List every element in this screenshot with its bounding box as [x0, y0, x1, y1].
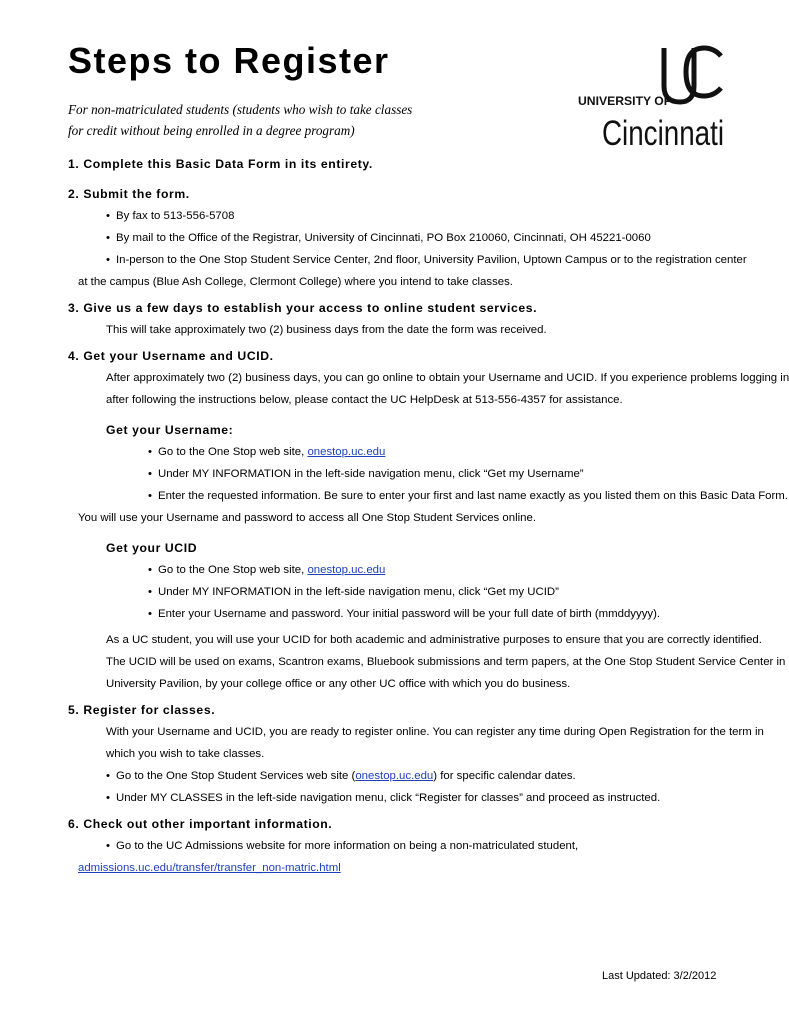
- paragraph-line: The UCID will be used on exams, Scantron exams, Bluebook submissions and term papers, at the One Stop Student Service Center in: [106, 656, 786, 668]
- list-item: • Enter your Username and password. Your initial password will be your full date of birth (mmddyyyy).: [68, 603, 718, 625]
- uc-monogram-icon: [664, 48, 721, 102]
- step-3-heading: 3. Give us a few days to establish your access to online student services.: [68, 301, 538, 315]
- list-item: • By fax to 513-556-5708: [68, 205, 718, 227]
- onestop-link[interactable]: onestop.uc.edu: [355, 770, 434, 782]
- step-2-heading: 2. Submit the form.: [68, 187, 190, 201]
- bullet-icon: •: [148, 446, 152, 458]
- bullet-icon: •: [106, 792, 110, 804]
- bullet-icon: •: [148, 468, 152, 480]
- list-item: • Under MY INFORMATION in the left-side navigation menu, click “Get my Username”: [68, 463, 718, 485]
- paragraph-line: With your Username and UCID, you are ready to register online. You can register any time during Open Registration for the term in: [106, 726, 764, 738]
- bullet-icon: •: [106, 840, 110, 852]
- list-item: • Enter the requested information. Be sure to enter your first and last name exactly as you listed them on this Basic Data Form.: [68, 485, 718, 507]
- list-item: • Under MY INFORMATION in the left-side navigation menu, click “Get my UCID”: [68, 581, 718, 603]
- step-5-heading: 5. Register for classes.: [68, 703, 216, 717]
- list-item: • Go to the One Stop web site, onestop.uc.edu: [68, 441, 718, 463]
- list-item-continued: You will use your Username and password to access all One Stop Student Services online.: [78, 512, 536, 524]
- step-1-heading: 1. Complete this Basic Data Form in its entirety.: [68, 157, 373, 171]
- subtitle-line: for credit without being enrolled in a degree program): [68, 123, 355, 138]
- page-title: Steps to Register: [68, 40, 390, 81]
- bullet-icon: •: [148, 564, 152, 576]
- university-of-cincinnati-logo: [576, 42, 726, 154]
- get-username-heading: Get your Username:: [106, 423, 234, 437]
- paragraph-line: after following the instructions below, please contact the UC HelpDesk at 513-556-4357 for assistance.: [106, 394, 623, 406]
- bullet-icon: •: [148, 586, 152, 598]
- list-item: • Go to the One Stop web site, onestop.uc.edu: [68, 559, 718, 581]
- paragraph-line: After approximately two (2) business days, you can go online to obtain your Username and UCID. If you experience problems logging in: [106, 372, 789, 384]
- list-item: • By mail to the Office of the Registrar, University of Cincinnati, PO Box 210060, Cincinnati, OH 45221-0060: [68, 227, 718, 249]
- instructions-body: [68, 153, 789, 879]
- last-updated: Last Updated: 3/2/2012: [602, 970, 717, 982]
- paragraph-line: which you wish to take classes.: [106, 748, 265, 760]
- step-6-heading: 6. Check out other important information.: [68, 817, 333, 831]
- list-item: • Under MY CLASSES in the left-side navigation menu, click “Register for classes” and proceed as instructed.: [68, 787, 718, 809]
- list-item: • Go to the UC Admissions website for more information on being a non-matriculated student,: [68, 835, 718, 857]
- subtitle-line: For non-matriculated students (students who wish to take classes: [68, 102, 413, 117]
- list-item: • Go to the One Stop Student Services web site (onestop.uc.edu) for specific calendar dates.: [68, 765, 718, 787]
- logo-cincinnati: Cincinnati: [602, 114, 724, 153]
- list-item-continued: [68, 857, 718, 879]
- bullet-icon: •: [106, 254, 110, 266]
- bullet-icon: •: [148, 608, 152, 620]
- bullet-icon: •: [106, 232, 110, 244]
- bullet-icon: •: [148, 490, 152, 502]
- bullet-icon: •: [106, 770, 110, 782]
- step-3-text: This will take approximately two (2) business days from the date the form was received.: [106, 324, 547, 336]
- bullet-icon: •: [106, 210, 110, 222]
- list-item-continued: at the campus (Blue Ash College, Clermont College) where you intend to take classes.: [78, 276, 513, 288]
- get-ucid-heading: Get your UCID: [106, 541, 198, 555]
- onestop-link[interactable]: onestop.uc.edu: [307, 564, 386, 576]
- paragraph-line: As a UC student, you will use your UCID for both academic and administrative purposes to ensure that you are correctly identified.: [106, 634, 762, 646]
- onestop-link[interactable]: onestop.uc.edu: [307, 446, 386, 458]
- paragraph-line: University Pavilion, by your college office or any other UC office with which you do business.: [106, 678, 571, 690]
- admissions-link[interactable]: admissions.uc.edu/transfer/transfer_non-matric.html: [78, 862, 341, 874]
- logo-university-of: UNIVERSITY OF: [578, 94, 672, 108]
- list-item: • In-person to the One Stop Student Service Center, 2nd floor, University Pavilion, Uptown Campus or to the registration center: [68, 249, 718, 271]
- page-subtitle: [68, 99, 413, 141]
- step-4-heading: 4. Get your Username and UCID.: [68, 349, 274, 363]
